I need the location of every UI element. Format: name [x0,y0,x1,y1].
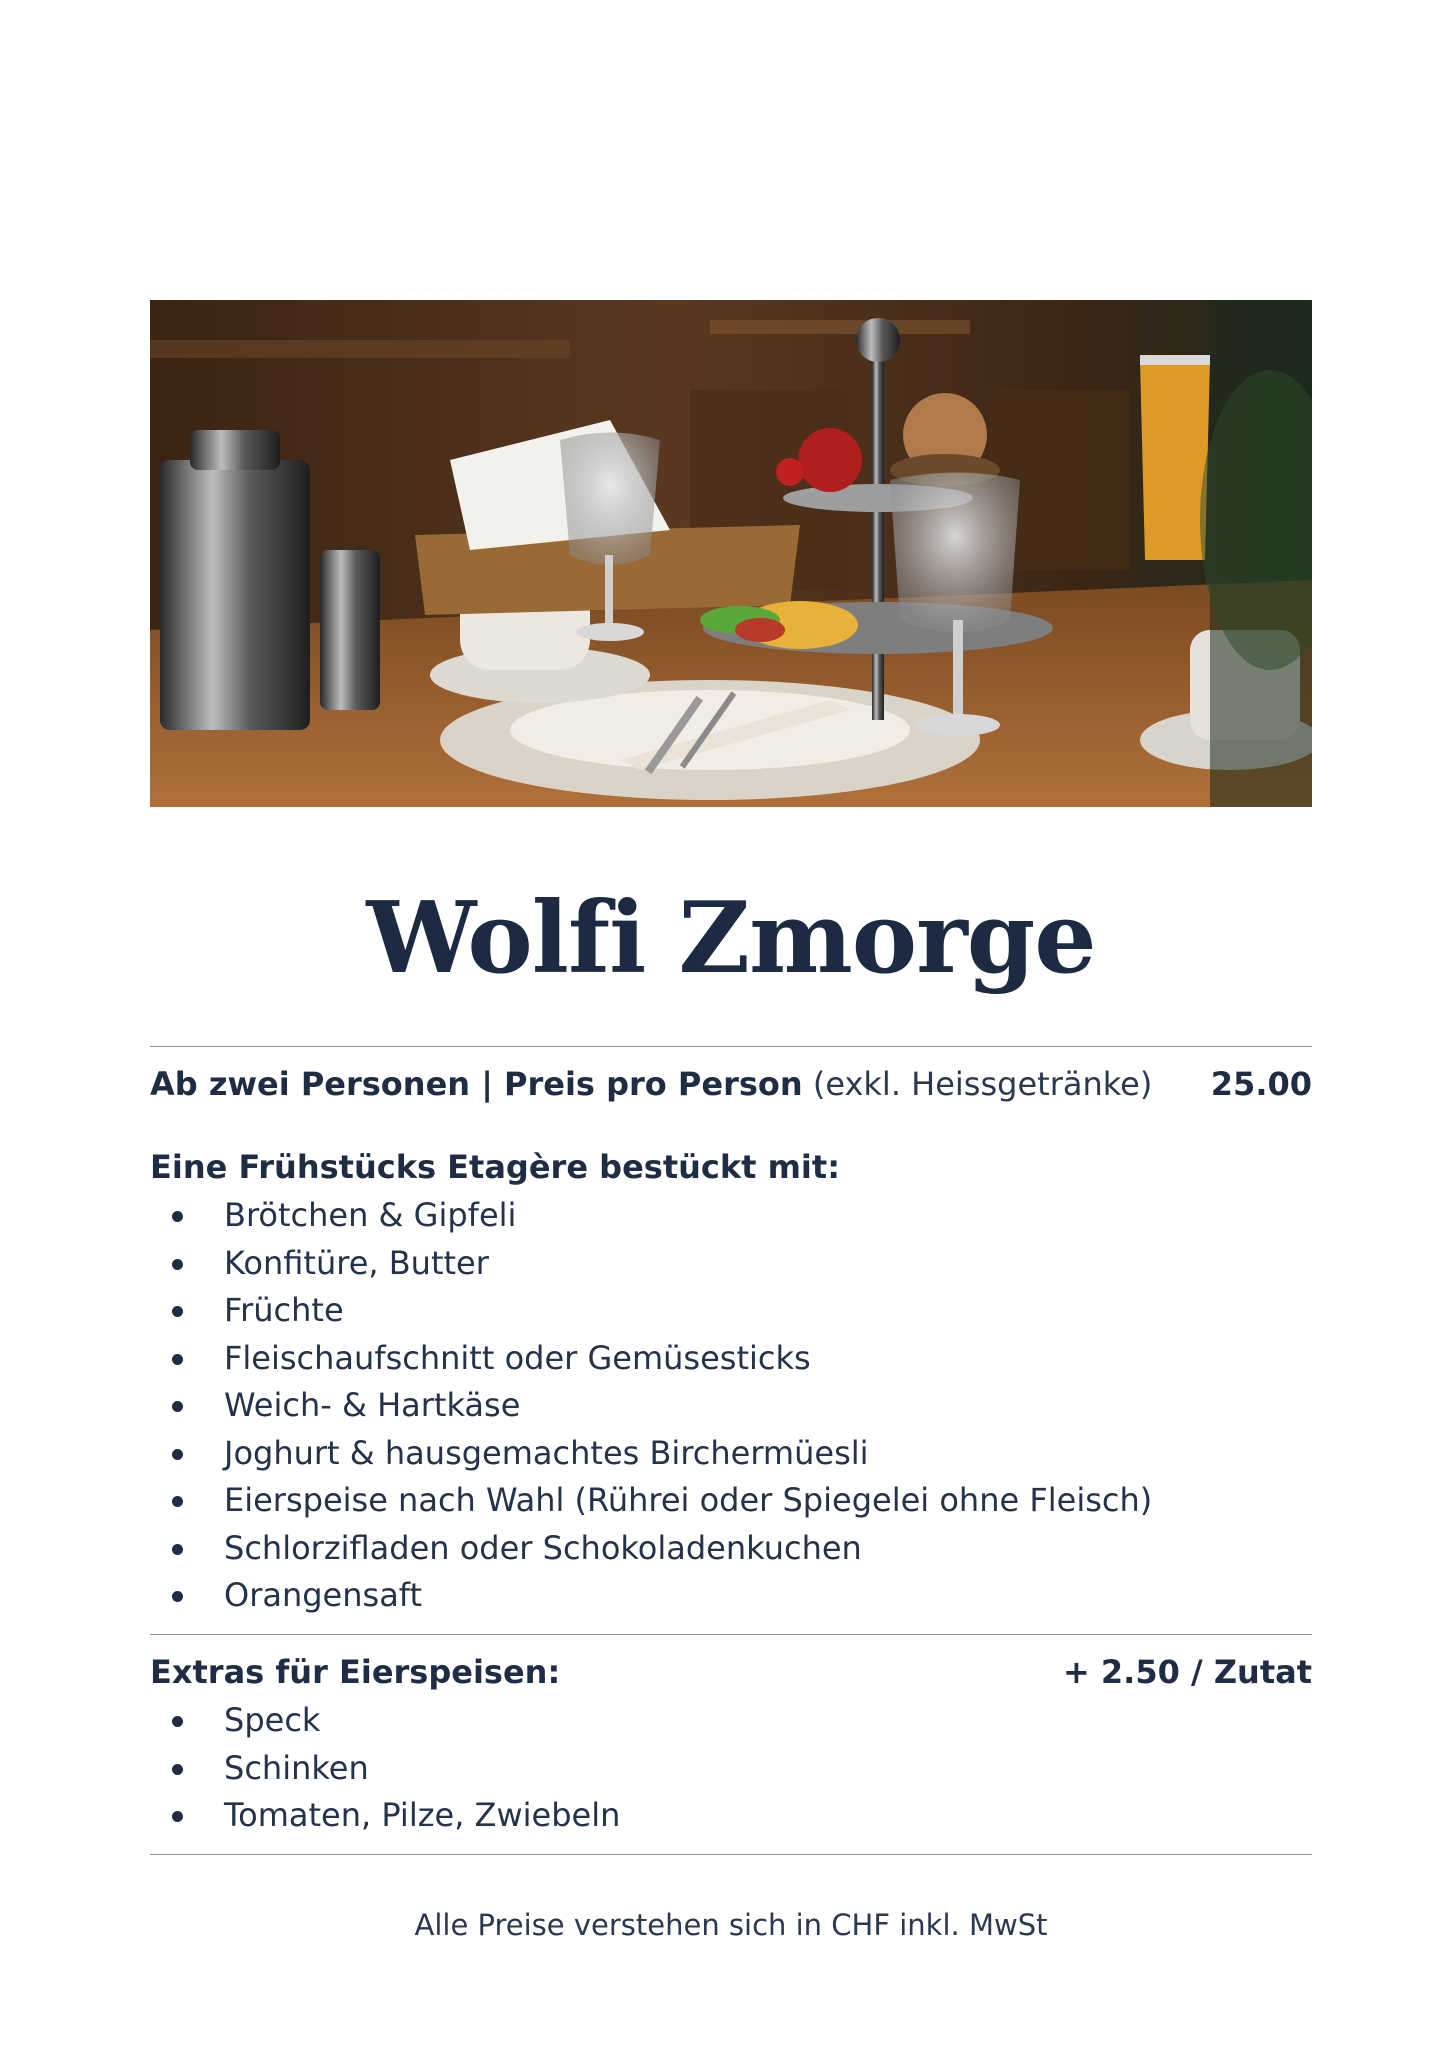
list-item-label: Früchte [224,1291,344,1329]
bullet-icon [172,1591,183,1602]
etagere-list [150,1192,1152,1620]
list-item-label: Brötchen & Gipfeli [224,1196,517,1234]
list-item [150,1697,620,1745]
divider-bottom [150,1854,1312,1855]
offer-row [150,1062,1312,1106]
list-item-label: Eierspeise nach Wahl (Rührei oder Spiegelei ohne Fleisch) [224,1481,1153,1519]
list-item [150,1430,1152,1478]
bullet-icon [172,1496,183,1507]
list-item [150,1192,1152,1240]
list-item [150,1792,620,1840]
bullet-icon [172,1306,183,1317]
bullet-icon [172,1544,183,1555]
list-item [150,1477,1152,1525]
list-item-label: Fleischaufschnitt oder Gemüsesticks [224,1338,811,1377]
list-item-label: Schinken [224,1748,369,1787]
list-item-label: Konfitüre, Butter [224,1243,489,1282]
list-item [150,1525,1152,1573]
offer-description [150,1062,1152,1106]
menu-title: Wolfi Zmorge [366,881,1096,996]
list-item [150,1335,1152,1383]
divider-middle [150,1634,1312,1635]
list-item-label: Orangensaft [224,1576,423,1614]
list-item-label: Joghurt & hausgemachtes Birchermüesli [224,1433,869,1472]
list-item [150,1287,1152,1335]
bullet-icon [172,1716,183,1727]
breakfast-photo [150,300,1312,807]
bullet-icon [172,1449,183,1460]
offer-label: Ab zwei Personen | Preis pro Person [150,1065,803,1103]
list-item [150,1572,1152,1620]
list-item-label: Schlorzifladen oder Schokoladenkuchen [224,1528,862,1567]
bullet-icon [172,1811,183,1822]
list-item [150,1382,1152,1430]
bullet-icon [172,1354,183,1365]
extras-list [150,1697,620,1840]
etagere-heading: Eine Frühstücks Etagère bestückt mit: [150,1148,840,1186]
extras-row [150,1650,1312,1694]
offer-price: 25.00 [1210,1065,1312,1103]
list-item [150,1745,620,1793]
divider-top [150,1046,1312,1047]
extras-heading: Extras für Eierspeisen: [150,1653,561,1691]
extras-price: + 2.50 / Zutat [1062,1653,1312,1691]
list-item-label: Tomaten, Pilze, Zwiebeln [224,1796,621,1834]
bullet-icon [172,1211,183,1222]
list-item [150,1240,1152,1288]
list-item-label: Weich- & Hartkäse [224,1386,521,1424]
list-item-label: Speck [224,1701,321,1739]
bullet-icon [172,1259,183,1270]
bullet-icon [172,1764,183,1775]
price-footnote: Alle Preise verstehen sich in CHF inkl. MwSt [414,1908,1048,1942]
offer-note: (exkl. Heissgetränke) [812,1065,1153,1103]
breakfast-photo-illustration [150,300,1312,807]
bullet-icon [172,1401,183,1412]
